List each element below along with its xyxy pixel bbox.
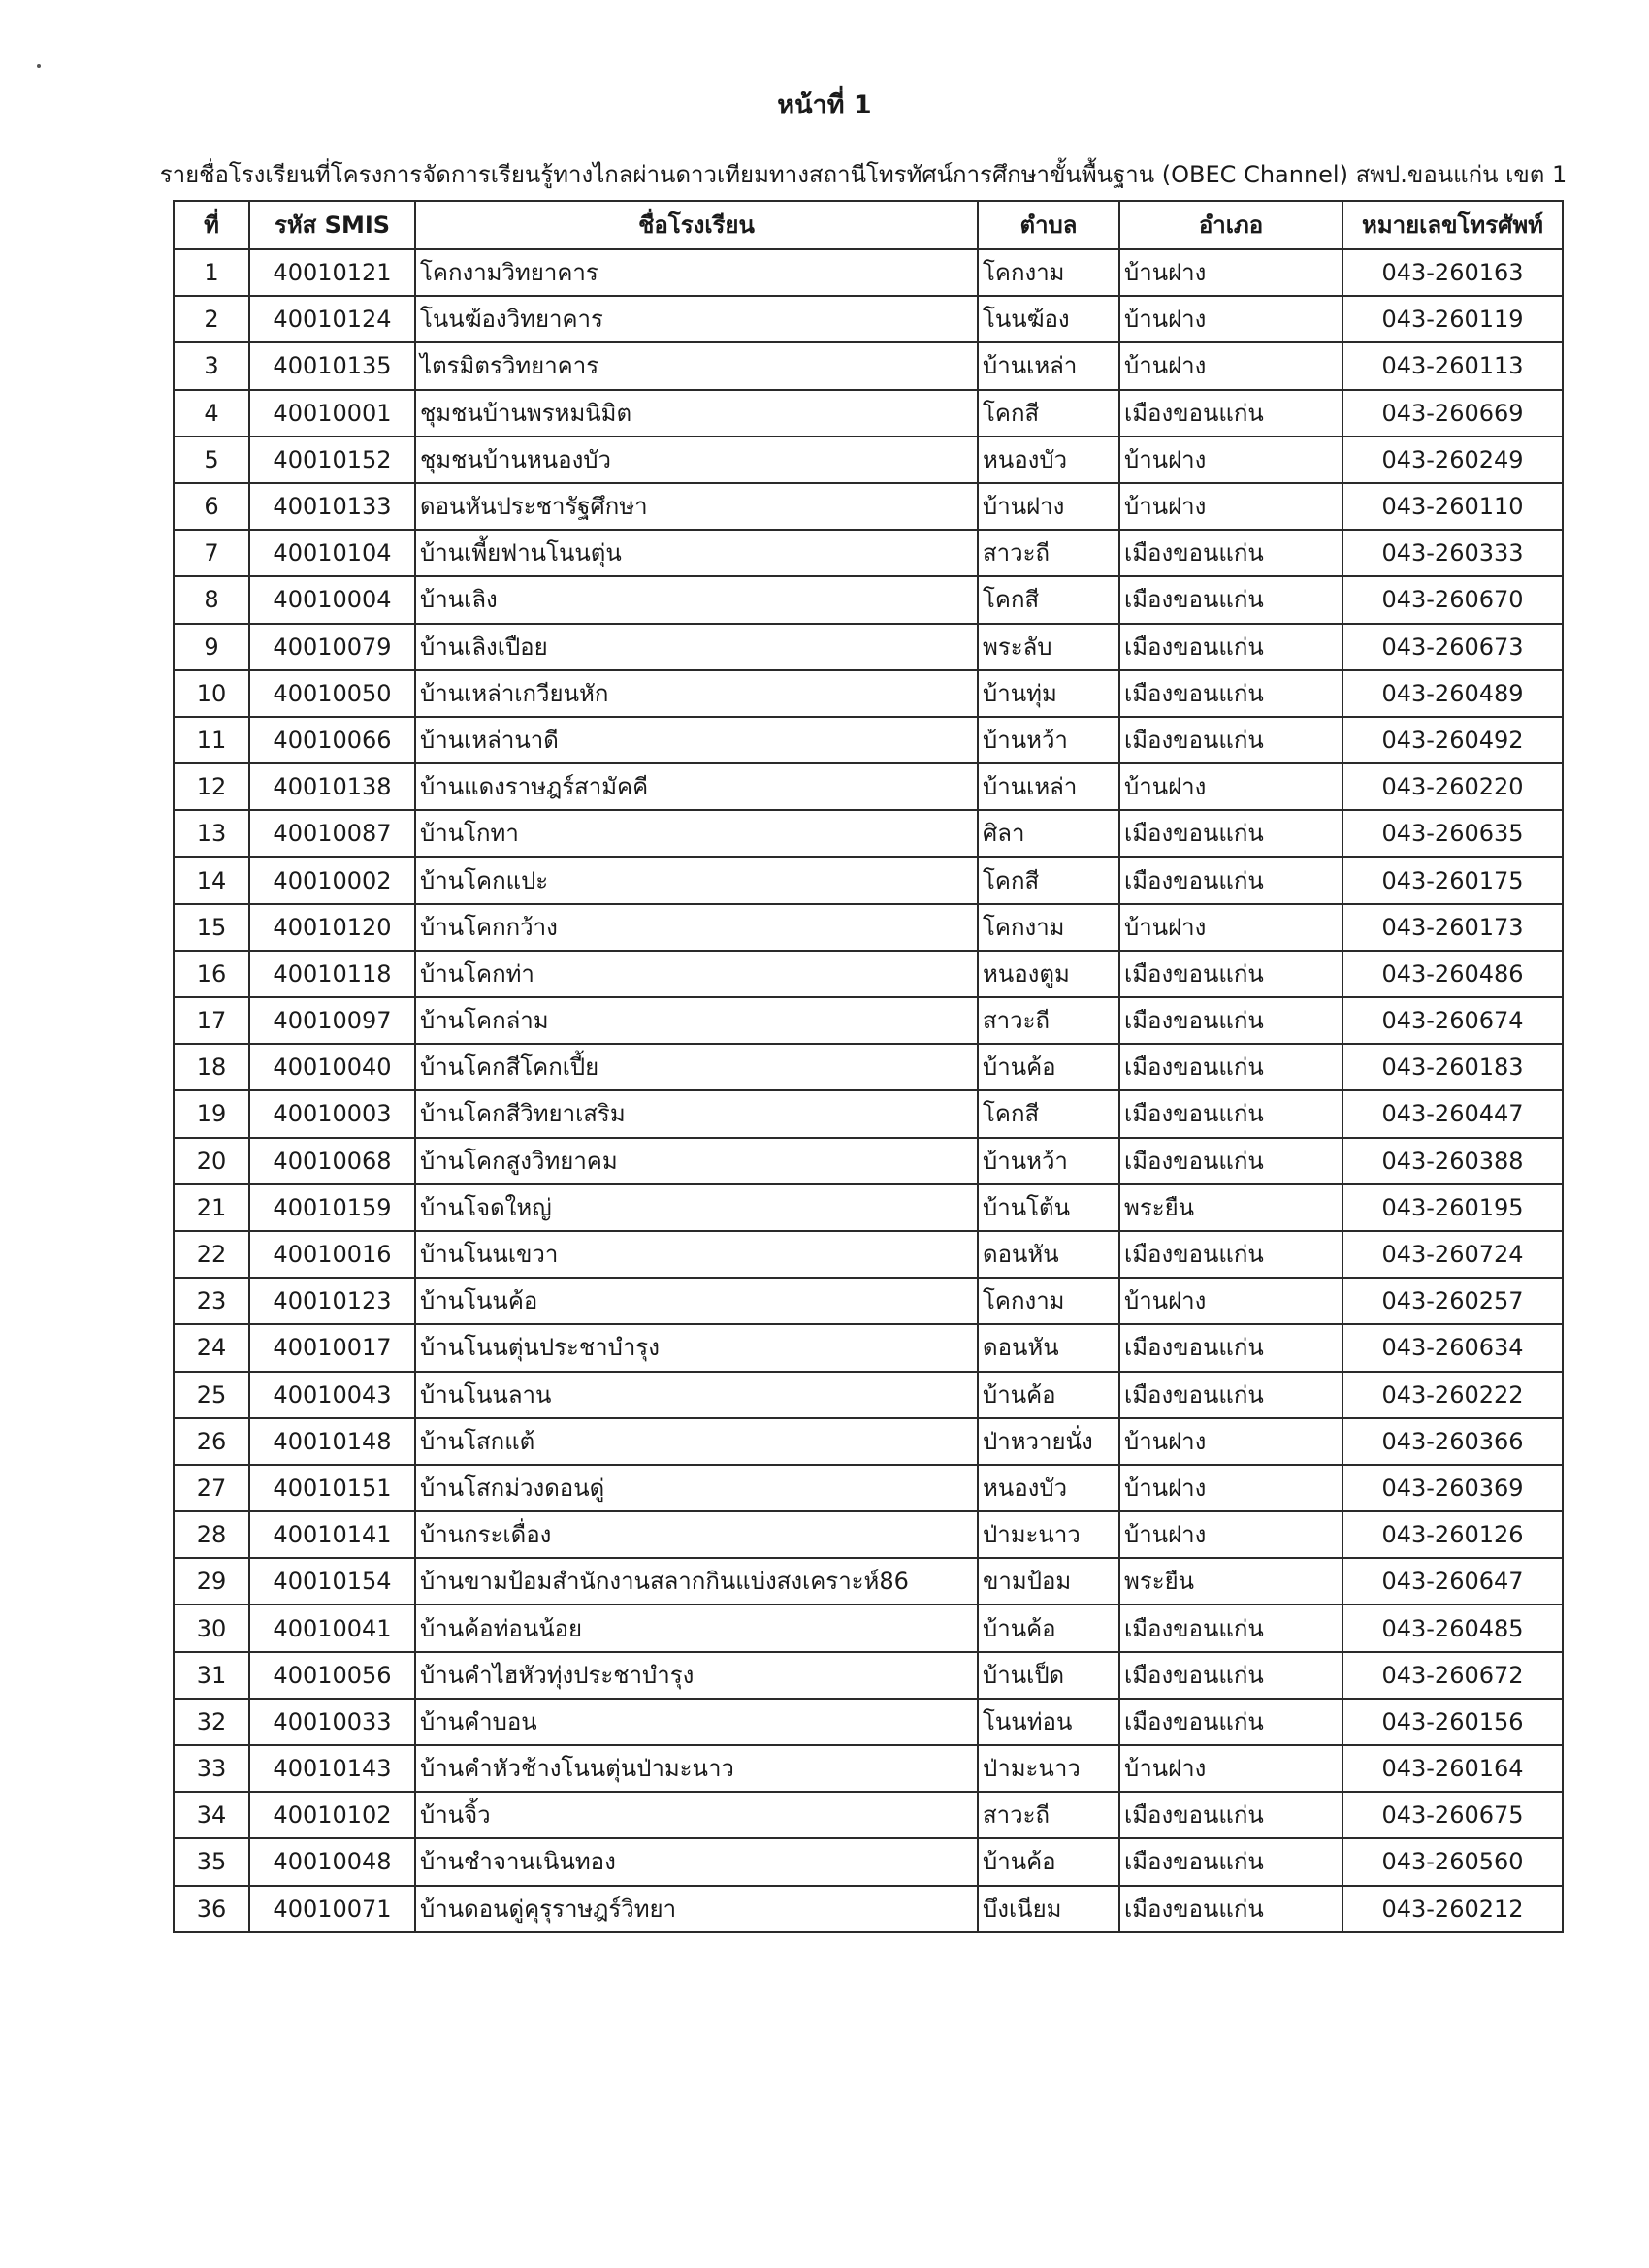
table-row [174, 1324, 1563, 1371]
column-header-district: อำเภอ [1119, 201, 1342, 249]
smis-code: 40010002 [249, 857, 415, 903]
school-name: โนนฆ้องวิทยาคาร [415, 296, 978, 342]
subdistrict: บ้านฝาง [978, 483, 1119, 530]
subdistrict: โคกสี [978, 857, 1119, 903]
table-row [174, 1604, 1563, 1651]
district: เมืองขอนแก่น [1119, 1699, 1342, 1745]
subdistrict: หนองตูม [978, 951, 1119, 997]
table-row [174, 1138, 1563, 1184]
smis-code: 40010017 [249, 1324, 415, 1371]
phone-number: 043-260635 [1342, 810, 1563, 857]
table-row [174, 1278, 1563, 1324]
row-number: 19 [174, 1090, 249, 1137]
subdistrict: ป่าหวายนั่ง [978, 1418, 1119, 1465]
district: เมืองขอนแก่น [1119, 530, 1342, 576]
table-row [174, 1792, 1563, 1838]
phone-number: 043-260222 [1342, 1372, 1563, 1418]
subdistrict: โคกงาม [978, 1278, 1119, 1324]
school-name: บ้านชำจานเนินทอง [415, 1838, 978, 1885]
phone-number: 043-260156 [1342, 1699, 1563, 1745]
subdistrict: บ้านค้อ [978, 1604, 1119, 1651]
phone-number: 043-260388 [1342, 1138, 1563, 1184]
district: บ้านฝาง [1119, 342, 1342, 389]
subdistrict: บ้านค้อ [978, 1044, 1119, 1090]
district: เมืองขอนแก่น [1119, 997, 1342, 1044]
table-row [174, 1372, 1563, 1418]
document-heading: รายชื่อโรงเรียนที่โครงการจัดการเรียนรู้ทางไกลผ่านดาวเทียมทางสถานีโทรทัศน์การศึกษาขั้นพื้นฐาน (OBEC Channel) สพป.ขอนแก่น เขต 1 [159, 161, 1568, 188]
subdistrict: ดอนหัน [978, 1231, 1119, 1278]
table-row [174, 670, 1563, 717]
school-name: บ้านโจดใหญ่ [415, 1184, 978, 1231]
subdistrict: สาวะถี [978, 997, 1119, 1044]
table-row [174, 904, 1563, 951]
smis-code: 40010097 [249, 997, 415, 1044]
smis-code: 40010120 [249, 904, 415, 951]
school-name: บ้านเลิง [415, 576, 978, 623]
subdistrict: บ้านเป็ด [978, 1652, 1119, 1699]
table-row [174, 1838, 1563, 1885]
row-number: 3 [174, 342, 249, 389]
phone-number: 043-260674 [1342, 997, 1563, 1044]
row-number: 25 [174, 1372, 249, 1418]
table-row [174, 1886, 1563, 1932]
row-number: 13 [174, 810, 249, 857]
row-number: 20 [174, 1138, 249, 1184]
school-name: บ้านโคกสีโคกเปี้ย [415, 1044, 978, 1090]
row-number: 26 [174, 1418, 249, 1465]
smis-code: 40010104 [249, 530, 415, 576]
table-row [174, 857, 1563, 903]
phone-number: 043-260673 [1342, 624, 1563, 670]
district: บ้านฝาง [1119, 1465, 1342, 1511]
row-number: 32 [174, 1699, 249, 1745]
smis-code: 40010004 [249, 576, 415, 623]
subdistrict: ขามป้อม [978, 1558, 1119, 1604]
subdistrict: โนนฆ้อง [978, 296, 1119, 342]
row-number: 2 [174, 296, 249, 342]
smis-code: 40010154 [249, 1558, 415, 1604]
district: เมืองขอนแก่น [1119, 390, 1342, 437]
row-number: 7 [174, 530, 249, 576]
column-header-subdistrict: ตำบล [978, 201, 1119, 249]
subdistrict: บ้านค้อ [978, 1372, 1119, 1418]
smis-code: 40010066 [249, 717, 415, 763]
table-row [174, 1699, 1563, 1745]
phone-number: 043-260212 [1342, 1886, 1563, 1932]
subdistrict: พระลับ [978, 624, 1119, 670]
row-number: 1 [174, 249, 249, 296]
subdistrict: โคกงาม [978, 249, 1119, 296]
table-row [174, 1231, 1563, 1278]
row-number: 16 [174, 951, 249, 997]
subdistrict: หนองบัว [978, 1465, 1119, 1511]
district: บ้านฝาง [1119, 1278, 1342, 1324]
smis-code: 40010071 [249, 1886, 415, 1932]
school-name: บ้านเพี้ยฟานโนนตุ่น [415, 530, 978, 576]
school-name: บ้านโคกสีวิทยาเสริม [415, 1090, 978, 1137]
subdistrict: ป่ามะนาว [978, 1745, 1119, 1792]
school-name: บ้านดอนดู่คุรุราษฎร์วิทยา [415, 1886, 978, 1932]
district: เมืองขอนแก่น [1119, 624, 1342, 670]
phone-number: 043-260724 [1342, 1231, 1563, 1278]
school-name: บ้านโนนตุ่นประชาบำรุง [415, 1324, 978, 1371]
phone-number: 043-260447 [1342, 1090, 1563, 1137]
phone-number: 043-260333 [1342, 530, 1563, 576]
smis-code: 40010079 [249, 624, 415, 670]
table-row [174, 1558, 1563, 1604]
column-header-phone: หมายเลขโทรศัพท์ [1342, 201, 1563, 249]
subdistrict: สาวะถี [978, 1792, 1119, 1838]
phone-number: 043-260675 [1342, 1792, 1563, 1838]
row-number: 21 [174, 1184, 249, 1231]
table-row [174, 296, 1563, 342]
phone-number: 043-260492 [1342, 717, 1563, 763]
table-row [174, 390, 1563, 437]
school-name: บ้านจิ้ว [415, 1792, 978, 1838]
table-row [174, 249, 1563, 296]
smis-code: 40010151 [249, 1465, 415, 1511]
smis-code: 40010141 [249, 1511, 415, 1558]
smis-code: 40010033 [249, 1699, 415, 1745]
phone-number: 043-260672 [1342, 1652, 1563, 1699]
smis-code: 40010001 [249, 390, 415, 437]
row-number: 28 [174, 1511, 249, 1558]
school-name: ไตรมิตรวิทยาคาร [415, 342, 978, 389]
phone-number: 043-260164 [1342, 1745, 1563, 1792]
phone-number: 043-260195 [1342, 1184, 1563, 1231]
phone-number: 043-260634 [1342, 1324, 1563, 1371]
row-number: 33 [174, 1745, 249, 1792]
district: เมืองขอนแก่น [1119, 951, 1342, 997]
subdistrict: บ้านทุ่ม [978, 670, 1119, 717]
row-number: 36 [174, 1886, 249, 1932]
school-name: บ้านเหล่านาดี [415, 717, 978, 763]
school-name: ชุมชนบ้านพรหมนิมิต [415, 390, 978, 437]
school-name: บ้านโคกล่าม [415, 997, 978, 1044]
phone-number: 043-260485 [1342, 1604, 1563, 1651]
subdistrict: ศิลา [978, 810, 1119, 857]
table-row [174, 1184, 1563, 1231]
row-number: 24 [174, 1324, 249, 1371]
column-header-no: ที่ [174, 201, 249, 249]
school-name: บ้านโคกท่า [415, 951, 978, 997]
subdistrict: บึงเนียม [978, 1886, 1119, 1932]
phone-number: 043-260119 [1342, 296, 1563, 342]
school-name: บ้านค้อท่อนน้อย [415, 1604, 978, 1651]
school-name: บ้านขามป้อมสำนักงานสลากกินแบ่งสงเคราะห์86 [415, 1558, 978, 1604]
smis-code: 40010041 [249, 1604, 415, 1651]
school-name: บ้านโนนค้อ [415, 1278, 978, 1324]
phone-number: 043-260366 [1342, 1418, 1563, 1465]
table-row [174, 1044, 1563, 1090]
schools-table [173, 200, 1564, 1933]
subdistrict: หนองบัว [978, 437, 1119, 483]
district: เมืองขอนแก่น [1119, 1324, 1342, 1371]
district: พระยืน [1119, 1184, 1342, 1231]
district: บ้านฝาง [1119, 904, 1342, 951]
row-number: 31 [174, 1652, 249, 1699]
district: เมืองขอนแก่น [1119, 1138, 1342, 1184]
row-number: 29 [174, 1558, 249, 1604]
district: บ้านฝาง [1119, 1418, 1342, 1465]
table-row [174, 1465, 1563, 1511]
subdistrict: ดอนหัน [978, 1324, 1119, 1371]
district: เมืองขอนแก่น [1119, 1231, 1342, 1278]
subdistrict: บ้านโต้น [978, 1184, 1119, 1231]
subdistrict: โคกสี [978, 1090, 1119, 1137]
phone-number: 043-260110 [1342, 483, 1563, 530]
subdistrict: โคกสี [978, 576, 1119, 623]
row-number: 8 [174, 576, 249, 623]
table-row [174, 717, 1563, 763]
district: เมืองขอนแก่น [1119, 1604, 1342, 1651]
table-row [174, 437, 1563, 483]
district: บ้านฝาง [1119, 437, 1342, 483]
table-row [174, 763, 1563, 810]
school-name: บ้านโคกแปะ [415, 857, 978, 903]
smis-code: 40010048 [249, 1838, 415, 1885]
row-number: 22 [174, 1231, 249, 1278]
school-name: บ้านเลิงเปือย [415, 624, 978, 670]
district: บ้านฝาง [1119, 483, 1342, 530]
table-row [174, 576, 1563, 623]
phone-number: 043-260670 [1342, 576, 1563, 623]
column-header-smis: รหัส SMIS [249, 201, 415, 249]
smis-code: 40010133 [249, 483, 415, 530]
table-row [174, 951, 1563, 997]
school-name: บ้านคำบอน [415, 1699, 978, 1745]
row-number: 12 [174, 763, 249, 810]
smis-code: 40010016 [249, 1231, 415, 1278]
column-header-school-name: ชื่อโรงเรียน [415, 201, 978, 249]
phone-number: 043-260173 [1342, 904, 1563, 951]
row-number: 15 [174, 904, 249, 951]
table-header-row [174, 201, 1563, 249]
school-name: บ้านกระเดื่อง [415, 1511, 978, 1558]
smis-code: 40010040 [249, 1044, 415, 1090]
district: เมืองขอนแก่น [1119, 1652, 1342, 1699]
phone-number: 043-260113 [1342, 342, 1563, 389]
table-row [174, 1745, 1563, 1792]
school-name: บ้านแดงราษฎร์สามัคคี [415, 763, 978, 810]
smis-code: 40010043 [249, 1372, 415, 1418]
smis-code: 40010123 [249, 1278, 415, 1324]
row-number: 4 [174, 390, 249, 437]
table-row [174, 1652, 1563, 1699]
smis-code: 40010143 [249, 1745, 415, 1792]
school-name: บ้านคำหัวช้างโนนตุ่นป่ามะนาว [415, 1745, 978, 1792]
school-name: โคกงามวิทยาคาร [415, 249, 978, 296]
district: เมืองขอนแก่น [1119, 810, 1342, 857]
phone-number: 043-260220 [1342, 763, 1563, 810]
school-name: บ้านโคกสูงวิทยาคม [415, 1138, 978, 1184]
smis-code: 40010068 [249, 1138, 415, 1184]
school-name: บ้านโนนเขวา [415, 1231, 978, 1278]
district: พระยืน [1119, 1558, 1342, 1604]
district: บ้านฝาง [1119, 1511, 1342, 1558]
row-number: 6 [174, 483, 249, 530]
row-number: 18 [174, 1044, 249, 1090]
page-title: หน้าที่ 1 [777, 90, 872, 120]
row-number: 5 [174, 437, 249, 483]
phone-number: 043-260560 [1342, 1838, 1563, 1885]
district: เมืองขอนแก่น [1119, 1886, 1342, 1932]
smis-code: 40010118 [249, 951, 415, 997]
phone-number: 043-260249 [1342, 437, 1563, 483]
smis-code: 40010056 [249, 1652, 415, 1699]
row-number: 14 [174, 857, 249, 903]
table-row [174, 1090, 1563, 1137]
district: เมืองขอนแก่น [1119, 1792, 1342, 1838]
subdistrict: บ้านหว้า [978, 717, 1119, 763]
smis-code: 40010148 [249, 1418, 415, 1465]
phone-number: 043-260369 [1342, 1465, 1563, 1511]
subdistrict: สาวะถี [978, 530, 1119, 576]
district: บ้านฝาง [1119, 296, 1342, 342]
smis-code: 40010087 [249, 810, 415, 857]
row-number: 9 [174, 624, 249, 670]
table-row [174, 483, 1563, 530]
district: เมืองขอนแก่น [1119, 1372, 1342, 1418]
table-row [174, 810, 1563, 857]
district: เมืองขอนแก่น [1119, 1090, 1342, 1137]
subdistrict: บ้านเหล่า [978, 342, 1119, 389]
smis-code: 40010124 [249, 296, 415, 342]
row-number: 27 [174, 1465, 249, 1511]
phone-number: 043-260257 [1342, 1278, 1563, 1324]
school-name: บ้านโกทา [415, 810, 978, 857]
subdistrict: บ้านค้อ [978, 1838, 1119, 1885]
school-name: ชุมชนบ้านหนองบัว [415, 437, 978, 483]
smis-code: 40010121 [249, 249, 415, 296]
subdistrict: โคกงาม [978, 904, 1119, 951]
phone-number: 043-260647 [1342, 1558, 1563, 1604]
subdistrict: บ้านหว้า [978, 1138, 1119, 1184]
district: เมืองขอนแก่น [1119, 670, 1342, 717]
row-number: 11 [174, 717, 249, 763]
smis-code: 40010003 [249, 1090, 415, 1137]
subdistrict: โคกสี [978, 390, 1119, 437]
school-name: บ้านโนนลาน [415, 1372, 978, 1418]
school-name: บ้านโคกกว้าง [415, 904, 978, 951]
row-number: 35 [174, 1838, 249, 1885]
smis-code: 40010102 [249, 1792, 415, 1838]
school-name: บ้านเหล่าเกวียนหัก [415, 670, 978, 717]
row-number: 10 [174, 670, 249, 717]
phone-number: 043-260183 [1342, 1044, 1563, 1090]
subdistrict: บ้านเหล่า [978, 763, 1119, 810]
district: เมืองขอนแก่น [1119, 857, 1342, 903]
subdistrict: โนนท่อน [978, 1699, 1119, 1745]
district: บ้านฝาง [1119, 763, 1342, 810]
table-row [174, 530, 1563, 576]
smis-code: 40010159 [249, 1184, 415, 1231]
district: เมืองขอนแก่น [1119, 576, 1342, 623]
subdistrict: ป่ามะนาว [978, 1511, 1119, 1558]
smis-code: 40010152 [249, 437, 415, 483]
scan-speck [37, 64, 41, 68]
smis-code: 40010135 [249, 342, 415, 389]
district: เมืองขอนแก่น [1119, 1044, 1342, 1090]
row-number: 30 [174, 1604, 249, 1651]
table-row [174, 1511, 1563, 1558]
table-row [174, 997, 1563, 1044]
phone-number: 043-260489 [1342, 670, 1563, 717]
row-number: 34 [174, 1792, 249, 1838]
table-row [174, 624, 1563, 670]
smis-code: 40010050 [249, 670, 415, 717]
school-name: บ้านโสกม่วงดอนดู่ [415, 1465, 978, 1511]
smis-code: 40010138 [249, 763, 415, 810]
table-row [174, 1418, 1563, 1465]
district: เมืองขอนแก่น [1119, 1838, 1342, 1885]
district: บ้านฝาง [1119, 249, 1342, 296]
district: บ้านฝาง [1119, 1745, 1342, 1792]
phone-number: 043-260669 [1342, 390, 1563, 437]
school-name: บ้านโสกแต้ [415, 1418, 978, 1465]
phone-number: 043-260126 [1342, 1511, 1563, 1558]
phone-number: 043-260175 [1342, 857, 1563, 903]
district: เมืองขอนแก่น [1119, 717, 1342, 763]
phone-number: 043-260163 [1342, 249, 1563, 296]
table-row [174, 342, 1563, 389]
row-number: 17 [174, 997, 249, 1044]
phone-number: 043-260486 [1342, 951, 1563, 997]
school-name: ดอนหันประชารัฐศึกษา [415, 483, 978, 530]
school-name: บ้านคำไฮหัวทุ่งประชาบำรุง [415, 1652, 978, 1699]
row-number: 23 [174, 1278, 249, 1324]
